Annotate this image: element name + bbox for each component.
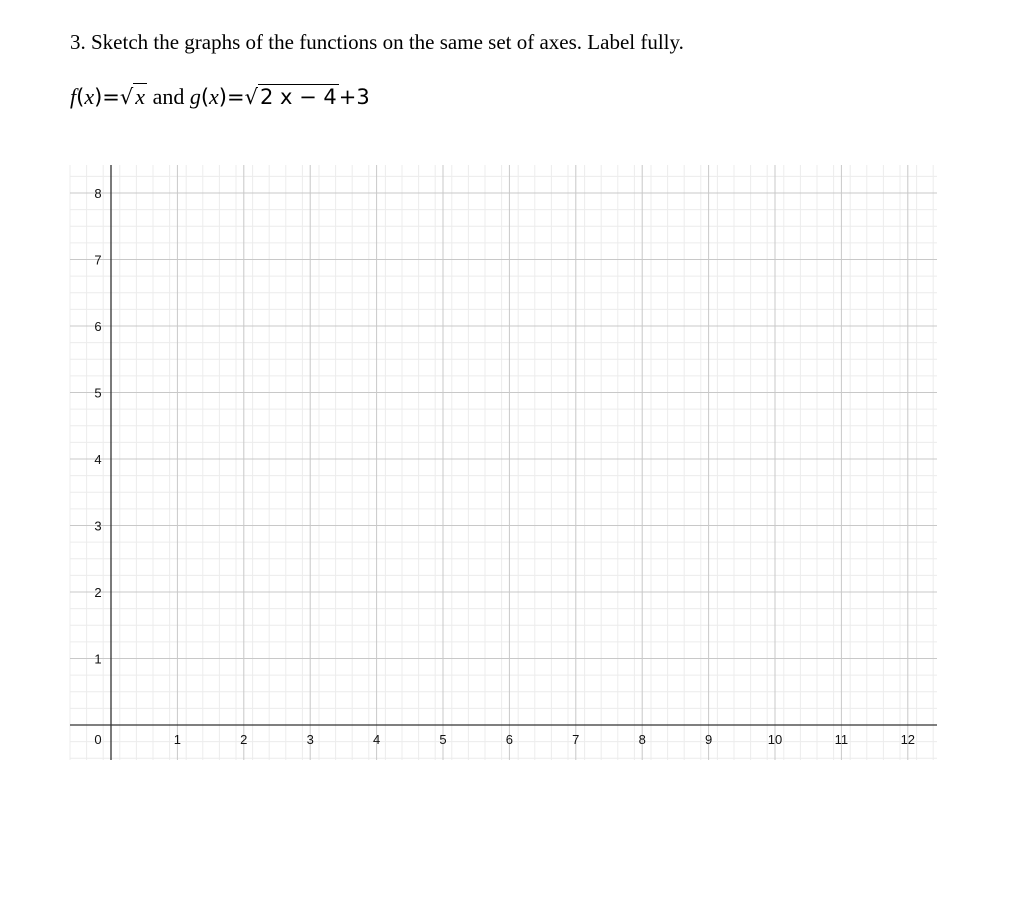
f-var: x — [84, 84, 95, 109]
g-open-paren: ( — [200, 85, 210, 109]
x-tick-label: 3 — [306, 732, 314, 747]
x-tick-label: 6 — [505, 732, 514, 747]
y-tick-label: 3 — [94, 518, 102, 534]
g-equals: = — [227, 85, 245, 109]
g-name: g — [189, 84, 201, 109]
f-radicand: x — [135, 84, 146, 109]
x-tick-label: 1 — [173, 732, 182, 747]
f-close-paren: ) — [94, 85, 103, 109]
x-tick-label: 5 — [439, 732, 447, 747]
x-tick-label: 4 — [372, 732, 381, 747]
y-tick-label: 1 — [94, 651, 102, 667]
g-offset: +3 — [338, 85, 370, 109]
y-tick-label: 4 — [94, 452, 102, 467]
y-tick-label: 8 — [94, 186, 102, 201]
x-tick-label: 0 — [94, 732, 102, 747]
x-tick-label: 8 — [638, 732, 646, 747]
x-tick-label: 11 — [834, 732, 849, 747]
g-var: x — [209, 84, 219, 109]
x-tick-label: 9 — [704, 732, 713, 747]
x-tick-label: 12 — [900, 732, 916, 747]
and-word: and — [152, 84, 185, 109]
x-tick-label: 2 — [240, 732, 248, 747]
f-sqrt-icon: √ — [119, 85, 134, 109]
x-tick-label: 10 — [767, 732, 783, 747]
question-text: 3. Sketch the graphs of the functions on the same set of axes. Label fully. — [70, 30, 684, 54]
g-radicand: 2 x − 4 — [260, 85, 337, 109]
y-tick-label: 7 — [94, 252, 102, 268]
f-open-paren: ( — [76, 85, 85, 109]
g-close-paren: ) — [218, 85, 227, 109]
f-equals: = — [102, 85, 120, 109]
y-tick-label: 5 — [94, 385, 102, 401]
x-tick-label: 7 — [572, 732, 580, 747]
g-sqrt-icon: √ — [244, 85, 258, 109]
y-tick-label: 2 — [94, 585, 102, 600]
f-name: f — [70, 84, 77, 109]
y-tick-label: 6 — [94, 319, 102, 334]
